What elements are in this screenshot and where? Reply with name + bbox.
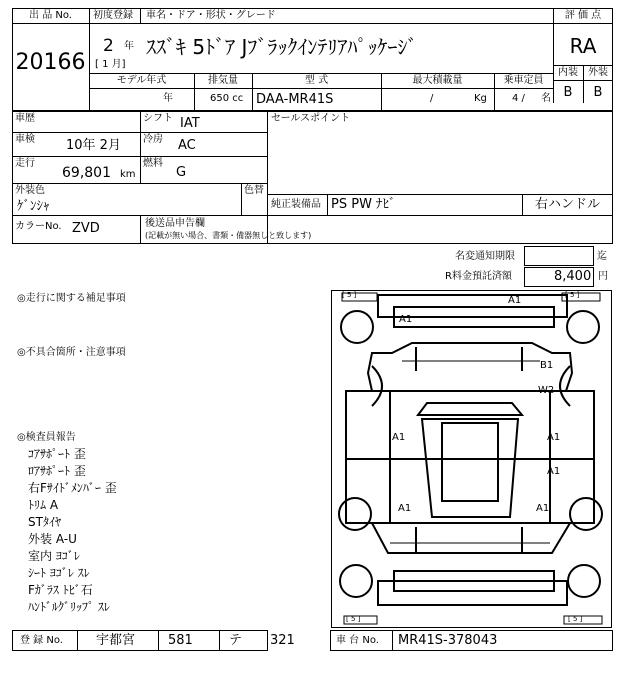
name-change-unit: 迄 [597, 251, 607, 262]
car-outline [332, 291, 611, 627]
inspector-item: 外装 A-U [28, 532, 77, 546]
rating-value: RA [569, 34, 597, 58]
damage-mark: A1 [536, 503, 550, 514]
lot-no-label: 出 品 No. [29, 10, 72, 21]
inspector-item: ﾄﾘﾑ A [28, 498, 59, 512]
capacity-unit: 名 [541, 93, 551, 104]
ext-color-label: 外装色 [15, 185, 45, 196]
chassis-label: 車 台 No. [336, 635, 379, 646]
interior-grade: B [563, 85, 573, 100]
model-year-unit: 年 [163, 93, 173, 104]
interior-label: 内装 [558, 67, 578, 78]
defect-notes-label: ◎不具合箇所・注意事項 [17, 347, 126, 358]
car-name-label: 車名・ドア・形状・グレード [146, 10, 276, 21]
recycle-unit: 円 [598, 271, 608, 282]
capacity-label: 乗車定員 [503, 75, 544, 86]
mileage-unit: km [120, 169, 136, 180]
aftermarket-note: (記載が無い場合、書類・備器無しと致します) [145, 231, 312, 240]
max-load-unit: Kg [474, 93, 487, 104]
name-change-box [524, 246, 594, 266]
mileage-value: 69,801 [62, 165, 111, 181]
tire-top-left-label: [ 5 ] [342, 291, 357, 299]
first-reg-month: [ 1 月] [95, 59, 126, 70]
displacement-label: 排気量 [208, 75, 238, 86]
fuel-value: G [176, 165, 187, 180]
max-load-label: 最大積載量 [412, 75, 463, 86]
sales-point-label: セールスポイント [271, 113, 351, 124]
year-unit: 年 [124, 41, 134, 52]
damage-mark: A1 [547, 432, 561, 443]
inspection-value: 10年 2月 [66, 138, 121, 153]
damage-mark: A1 [547, 466, 561, 477]
shift-value: IAT [180, 116, 200, 131]
damage-mark: A1 [508, 295, 522, 306]
reg-region: 宇都宮 [96, 633, 136, 648]
reg-no-label: 登 録 No. [20, 635, 63, 646]
aftermarket-label: 後送品申告欄 [145, 218, 205, 229]
tire-bottom-right-label: [ 5 ] [568, 615, 583, 623]
inspector-item: Fｶﾞﾗｽ ﾄﾋﾞ石 [28, 583, 93, 597]
first-reg-year: 2 [103, 36, 114, 56]
model-value: DAA-MR41S [256, 92, 334, 107]
color-no-value: ZVD [72, 221, 100, 236]
inspector-item: STﾀｲﾔ [28, 515, 61, 529]
steering-value: 右ハンドル [534, 197, 600, 212]
model-label: 型 式 [304, 75, 329, 86]
inspector-item: 右Fｻｲﾄﾞﾒﾝﾊﾞｰ 歪 [28, 481, 117, 495]
fuel-label: 燃料 [143, 158, 163, 169]
genuine-equip-value: PS PW ﾅﾋﾞ [331, 197, 396, 212]
damage-mark: B1 [540, 360, 554, 371]
reg-class: 581 [168, 633, 193, 648]
first-reg-label: 初度登録 [93, 10, 133, 21]
shift-label: シフト [143, 113, 173, 124]
driving-notes-label: ◎走行に関する補足事項 [17, 293, 126, 304]
chassis-number: MR41S-378043 [398, 633, 498, 648]
reg-number: 321 [270, 633, 295, 648]
inspection-label: 車検 [15, 134, 35, 145]
cooler-value: AC [178, 138, 196, 153]
inspector-item: ｺｱｻﾎﾟｰﾄ 歪 [28, 447, 86, 461]
recycle-label: R料金預託済額 [445, 271, 512, 282]
inspector-report-label: ◎検査員報告 [17, 432, 76, 443]
color-no-label: カラーNo. [15, 221, 62, 232]
tire-bottom-left-label: [ 5 ] [346, 615, 361, 623]
exterior-label: 外装 [588, 67, 608, 78]
model-year-label: モデル年式 [116, 75, 167, 86]
history-label: 車歴 [15, 113, 35, 124]
reg-kana: テ [229, 633, 243, 648]
vehicle-diagram [331, 290, 612, 628]
inspector-item: ﾊﾝﾄﾞﾙｸﾞﾘｯﾌﾟ ｽﾚ [28, 600, 110, 614]
exterior-grade: B [593, 85, 603, 100]
name-change-label: 名変通知期限 [455, 251, 515, 262]
max-load-value: / [430, 93, 434, 104]
capacity-value: 4 / [512, 93, 525, 104]
tire-top-right-label: [ 5 ] [565, 291, 580, 299]
damage-mark: A1 [399, 314, 413, 325]
inspector-item: 室内 ﾖｺﾞﾚ [28, 549, 80, 563]
lot-number: 20166 [15, 50, 86, 75]
genuine-equip-label: 純正装備品 [271, 199, 321, 210]
damage-mark: W2 [538, 385, 555, 396]
rating-label: 評 価 点 [564, 10, 602, 21]
ext-color-value: ｹﾞﾝｼｬ [17, 199, 50, 214]
inspector-item: ﾛｱｻﾎﾟｰﾄ 歪 [28, 464, 86, 478]
mileage-label: 走行 [15, 158, 35, 169]
damage-mark: A1 [398, 503, 412, 514]
recycle-amount: 8,400 [554, 269, 592, 284]
cooler-label: 冷房 [143, 134, 163, 145]
damage-mark: A1 [392, 432, 406, 443]
inspector-item: ｼｰﾄ ﾖｺﾞﾚ ｽﾚ [28, 566, 90, 580]
color-change-label: 色替 [244, 185, 264, 196]
car-name: ｽｽﾞｷ 5ﾄﾞｱ Jﾌﾞﾗｯｸｲﾝﾃﾘｱﾊﾟｯｹｰｼﾞ [146, 35, 418, 59]
displacement-value: 650 cc [210, 93, 244, 104]
